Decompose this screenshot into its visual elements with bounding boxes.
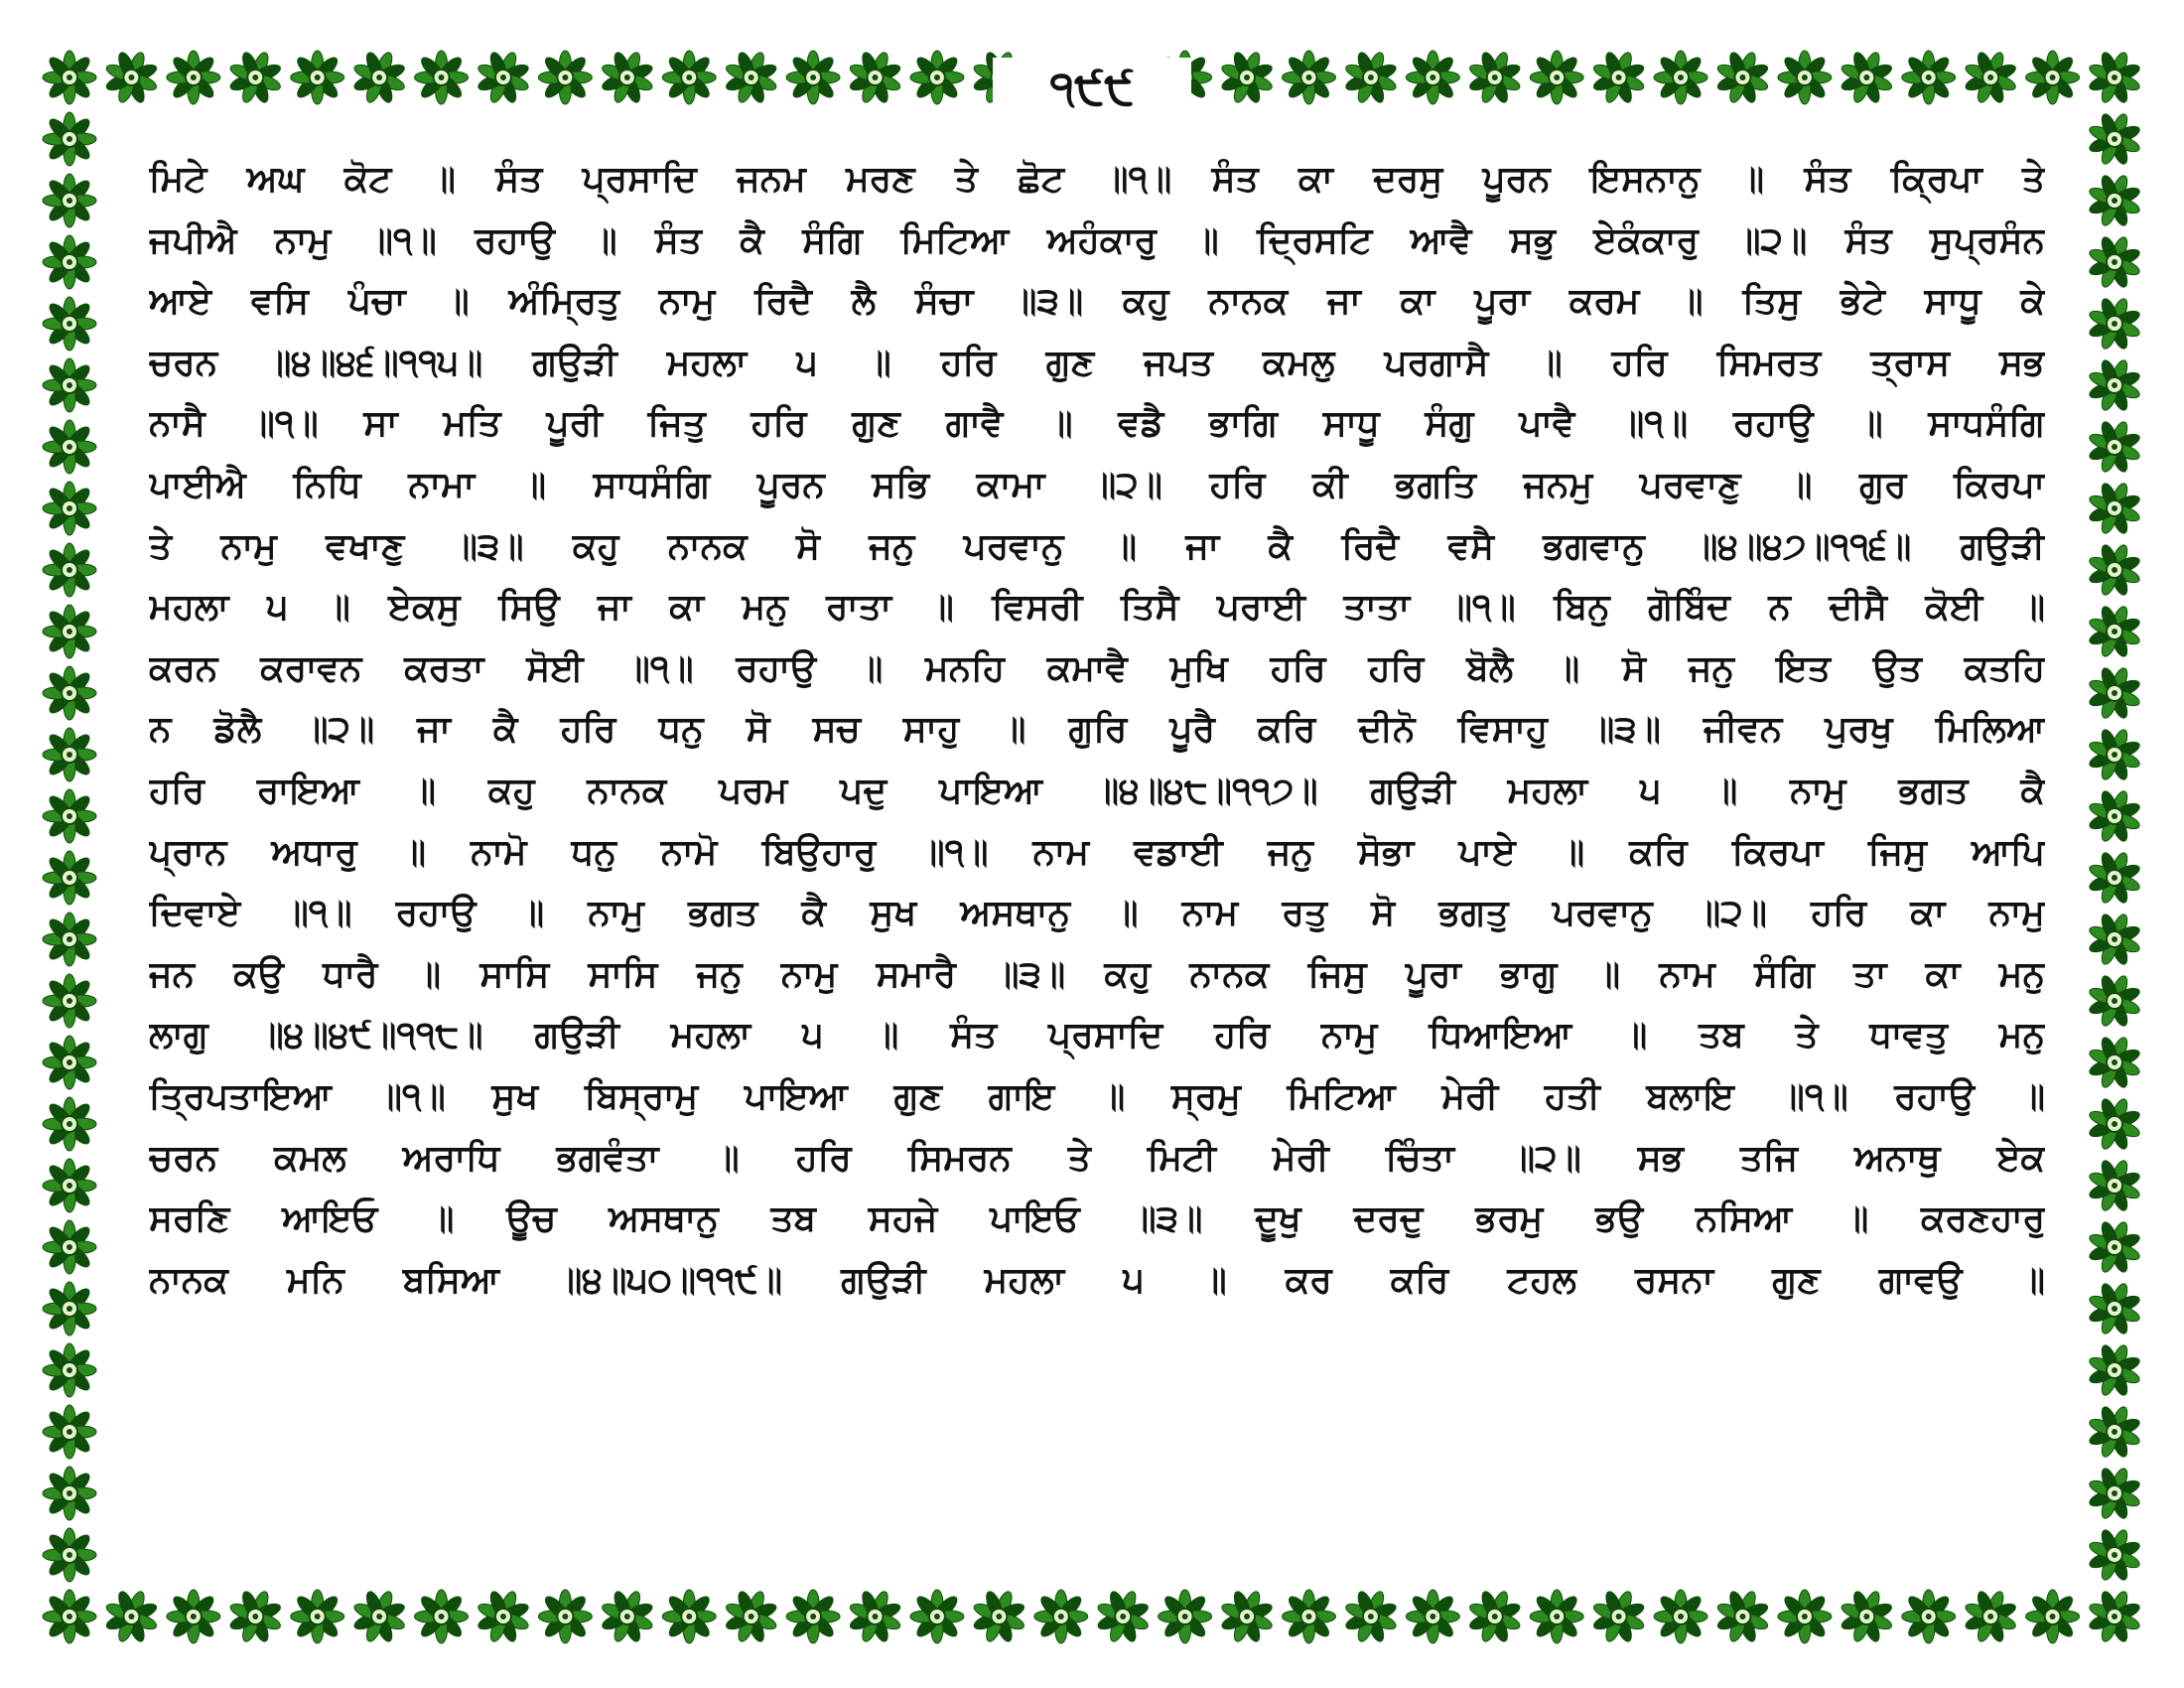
text-line-17: ਚਰਨ ਕਮਲ ਅਰਾਧਿ ਭਗਵੰਤਾ ॥ ਹਰਿ ਸਿਮਰਨ ਤੇ ਮਿਟੀ ਮੇਰੀ ਚਿੰਤਾ ॥੨॥ ਸਭ ਤਜਿ ਅਨਾਥੁ ਏਕ: [149, 1137, 2045, 1179]
flower-ornament-icon: [1034, 1590, 1088, 1643]
flower-ornament-icon: [43, 728, 96, 781]
flower-ornament-icon: [2088, 851, 2141, 905]
flower-ornament-icon: [2088, 974, 2141, 1028]
text-line-4: ਚਰਨ ॥੪॥੪੬॥੧੧੫॥ ਗਉੜੀ ਮਹਲਾ ੫ ॥ ਹਰਿ ਗੁਣ ਜਪਤ ਕਮਲੁ ਪਰਗਾਸੈ ॥ ਹਰਿ ਸਿਮਰਤ ਤ੍ਰਾਸ ਸਭ: [149, 342, 2045, 383]
text-line-9: ਕਰਨ ਕਰਾਵਨ ਕਰਤਾ ਸੋਈ ॥੧॥ ਰਹਾਉ ॥ ਮਨਹਿ ਕਮਾਵੈ ਮੁਖਿ ਹਰਿ ਹਰਿ ਬੋਲੈ ॥ ਸੋ ਜਨੁ ਇਤ ਉਤ ਕਤਹਿ: [149, 647, 2045, 689]
flower-ornament-icon: [104, 51, 158, 104]
flower-ornament-icon: [104, 1590, 158, 1643]
flower-ornament-icon: [2088, 174, 2141, 227]
flower-ornament-icon: [2026, 1590, 2080, 1643]
flower-ornament-icon: [2088, 728, 2141, 781]
flower-ornament-icon: [43, 1097, 96, 1151]
text-line-5: ਨਾਸੈ ॥੧॥ ਸਾ ਮਤਿ ਪੂਰੀ ਜਿਤੁ ਹਰਿ ਗੁਣ ਗਾਵੈ ॥ ਵਡੈ ਭਾਗਿ ਸਾਧੂ ਸੰਗੁ ਪਾਵੈ ॥੧॥ ਰਹਾਉ ॥ ਸਾਧਸੰਗਿ: [149, 403, 2045, 445]
flower-ornament-icon: [786, 51, 840, 104]
flower-ornament-icon: [1591, 51, 1645, 104]
flower-ornament-icon: [2088, 913, 2141, 966]
flower-ornament-icon: [43, 174, 96, 227]
flower-ornament-icon: [1282, 1590, 1335, 1643]
text-line-10: ਨ ਡੋਲੈ ॥੨॥ ਜਾ ਕੈ ਹਰਿ ਧਨੁ ਸੋ ਸਚ ਸਾਹੁ ॥ ਗੁਰਿ ਪੂਰੈ ਕਰਿ ਦੀਨੋ ਵਿਸਾਹੁ ॥੩॥ ਜੀਵਨ ਪੁਰਖੁ ਮਿਲਿਆ: [149, 709, 2045, 751]
text-line-6: ਪਾਈਐ ਨਿਧਿ ਨਾਮਾ ॥ ਸਾਧਸੰਗਿ ਪੂਰਨ ਸਭਿ ਕਾਮਾ ॥੨॥ ਹਰਿ ਕੀ ਭਗਤਿ ਜਨਮੁ ਪਰਵਾਣੁ ॥ ਗੁਰ ਕਿਰਪਾ: [149, 464, 2045, 505]
flower-ornament-icon: [1591, 1590, 1645, 1643]
flower-ornament-icon: [2088, 1590, 2141, 1643]
flower-ornament-icon: [1778, 51, 1832, 104]
flower-ornament-icon: [1530, 1590, 1583, 1643]
flower-ornament-icon: [724, 1590, 777, 1643]
flower-ornament-icon: [1715, 1590, 1769, 1643]
flower-ornament-icon: [43, 1036, 96, 1089]
text-line-15: ਲਾਗੁ ॥੪॥੪੯॥੧੧੮॥ ਗਉੜੀ ਮਹਲਾ ੫ ॥ ਸੰਤ ਪ੍ਰਸਾਦਿ ਹਰਿ ਨਾਮੁ ਧਿਆਇਆ ॥ ਤਬ ਤੇ ਧਾਵਤੁ ਮਨੁ: [149, 1015, 2045, 1056]
flower-ornament-icon: [43, 913, 96, 966]
flower-ornament-icon: [1840, 1590, 1893, 1643]
flower-ornament-icon: [43, 51, 96, 104]
flower-ornament-icon: [477, 51, 530, 104]
flower-ornament-icon: [43, 789, 96, 843]
flower-ornament-icon: [1840, 51, 1893, 104]
text-line-7: ਤੇ ਨਾਮੁ ਵਖਾਣੁ ॥੩॥ ਕਹੁ ਨਾਨਕ ਸੋ ਜਨੁ ਪਰਵਾਨੁ ॥ ਜਾ ਕੈ ਰਿਦੈ ਵਸੈ ਭਗਵਾਨੁ ॥੪॥੪੭॥੧੧੬॥ ਗਉੜੀ: [149, 525, 2045, 567]
text-line-12: ਪ੍ਰਾਨ ਅਧਾਰੁ ॥ ਨਾਮੋ ਧਨੁ ਨਾਮੋ ਬਿਉਹਾਰੁ ॥੧॥ ਨਾਮ ਵਡਾਈ ਜਨੁ ਸੋਭਾ ਪਾਏ ॥ ਕਰਿ ਕਿਰਪਾ ਜਿਸੁ ਆਪਿ: [149, 831, 2045, 873]
flower-ornament-icon: [538, 51, 592, 104]
flower-ornament-icon: [1406, 1590, 1459, 1643]
flower-ornament-icon: [291, 51, 344, 104]
flower-ornament-icon: [1406, 51, 1459, 104]
flower-ornament-icon: [43, 1405, 96, 1459]
text-line-1: ਮਿਟੇ ਅਘ ਕੋਟ ॥ ਸੰਤ ਪ੍ਰਸਾਦਿ ਜਨਮ ਮਰਣ ਤੇ ਛੋਟ ॥੧॥ ਸੰਤ ਕਾ ਦਰਸੁ ਪੂਰਨ ਇਸਨਾਨੁ ॥ ਸੰਤ ਕ੍ਰਿਪਾ ਤੇ: [149, 159, 2045, 200]
text-line-2: ਜਪੀਐ ਨਾਮੁ ॥੧॥ ਰਹਾਉ ॥ ਸੰਤ ਕੈ ਸੰਗਿ ਮਿਟਿਆ ਅਹੰਕਾਰੁ ॥ ਦ੍ਰਿਸਟਿ ਆਵੈ ਸਭੁ ਏਕੰਕਾਰੁ ॥੨॥ ਸੰਤ ਸੁਪ੍ਰਸੰਨ: [149, 219, 2045, 261]
flower-ornament-icon: [1344, 51, 1398, 104]
flower-ornament-icon: [848, 51, 901, 104]
flower-ornament-icon: [43, 1528, 96, 1582]
flower-ornament-icon: [228, 51, 282, 104]
flower-ornament-icon: [228, 1590, 282, 1643]
flower-ornament-icon: [1715, 51, 1769, 104]
flower-ornament-icon: [43, 666, 96, 720]
page-number: ੧੯੯: [993, 58, 1191, 117]
flower-ornament-icon: [43, 1343, 96, 1397]
text-line-11: ਹਰਿ ਰਾਇਆ ॥ ਕਹੁ ਨਾਨਕ ਪਰਮ ਪਦੁ ਪਾਇਆ ॥੪॥੪੮॥੧੧੭॥ ਗਉੜੀ ਮਹਲਾ ੫ ॥ ਨਾਮੁ ਭਗਤ ਕੈ: [149, 770, 2045, 811]
flower-ornament-icon: [848, 1590, 901, 1643]
flower-ornament-icon: [1902, 51, 1956, 104]
flower-ornament-icon: [2088, 235, 2141, 289]
text-line-19: ਨਾਨਕ ਮਨਿ ਬਸਿਆ ॥੪॥੫੦॥੧੧੯॥ ਗਉੜੀ ਮਹਲਾ ੫ ॥ ਕਰ ਕਰਿ ਟਹਲ ਰਸਨਾ ਗੁਣ ਗਾਵਉ ॥: [149, 1259, 2045, 1301]
flower-ornament-icon: [2088, 666, 2141, 720]
flower-ornament-icon: [538, 1590, 592, 1643]
flower-ornament-icon: [167, 1590, 220, 1643]
flower-ornament-icon: [2088, 1036, 2141, 1089]
flower-ornament-icon: [1159, 1590, 1212, 1643]
flower-ornament-icon: [2088, 297, 2141, 351]
flower-ornament-icon: [1778, 1590, 1832, 1643]
flower-ornament-icon: [2026, 51, 2080, 104]
flower-ornament-icon: [43, 1220, 96, 1274]
flower-ornament-icon: [2088, 543, 2141, 597]
flower-ornament-icon: [2088, 789, 2141, 843]
flower-ornament-icon: [352, 1590, 406, 1643]
flower-ornament-icon: [167, 51, 220, 104]
text-line-13: ਦਿਵਾਏ ॥੧॥ ਰਹਾਉ ॥ ਨਾਮੁ ਭਗਤ ਕੈ ਸੁਖ ਅਸਥਾਨੁ ॥ ਨਾਮ ਰਤੁ ਸੋ ਭਗਤੁ ਪਰਵਾਨੁ ॥੨॥ ਹਰਿ ਕਾ ਨਾਮੁ: [149, 893, 2045, 934]
flower-ornament-icon: [1654, 51, 1707, 104]
text-line-18: ਸਰਣਿ ਆਇਓ ॥ ਊਚ ਅਸਥਾਨੁ ਤਬ ਸਹਜੇ ਪਾਇਓ ॥੩॥ ਦੂਖੁ ਦਰਦੁ ਭਰਮੁ ਭਉ ਨਸਿਆ ॥ ਕਰਣਹਾਰੁ: [149, 1198, 2045, 1240]
flower-ornament-icon: [601, 1590, 654, 1643]
flower-ornament-icon: [910, 1590, 964, 1643]
text-line-3: ਆਏ ਵਸਿ ਪੰਚਾ ॥ ਅੰਮ੍ਰਿਤੁ ਨਾਮੁ ਰਿਦੈ ਲੈ ਸੰਚਾ ॥੩॥ ਕਹੁ ਨਾਨਕ ਜਾ ਕਾ ਪੂਰਾ ਕਰਮ ॥ ਤਿਸੁ ਭੇਟੇ ਸਾਧੂ ਕੇ: [149, 281, 2045, 323]
flower-ornament-icon: [1964, 1590, 2017, 1643]
flower-ornament-icon: [2088, 1467, 2141, 1520]
flower-ornament-icon: [786, 1590, 840, 1643]
flower-ornament-icon: [1902, 1590, 1956, 1643]
flower-ornament-icon: [43, 1590, 96, 1643]
flower-ornament-icon: [477, 1590, 530, 1643]
flower-ornament-icon: [2088, 1159, 2141, 1212]
flower-ornament-icon: [2088, 1528, 2141, 1582]
flower-ornament-icon: [2088, 358, 2141, 412]
flower-ornament-icon: [43, 482, 96, 535]
flower-ornament-icon: [2088, 1220, 2141, 1274]
flower-ornament-icon: [43, 358, 96, 412]
text-line-16: ਤ੍ਰਿਪਤਾਇਆ ॥੧॥ ਸੁਖ ਬਿਸ੍ਰਾਮੁ ਪਾਇਆ ਗੁਣ ਗਾਇ ॥ ਸ੍ਰਮੁ ਮਿਟਿਆ ਮੇਰੀ ਹਤੀ ਬਲਾਇ ॥੧॥ ਰਹਾਉ ॥: [149, 1075, 2045, 1117]
flower-ornament-icon: [1654, 1590, 1707, 1643]
flower-ornament-icon: [43, 1282, 96, 1336]
flower-ornament-icon: [1344, 1590, 1398, 1643]
flower-ornament-icon: [352, 51, 406, 104]
flower-ornament-icon: [1282, 51, 1335, 104]
flower-ornament-icon: [2088, 1282, 2141, 1336]
flower-ornament-icon: [1220, 51, 1274, 104]
text-line-8: ਮਹਲਾ ੫ ॥ ਏਕਸੁ ਸਿਉ ਜਾ ਕਾ ਮਨੁ ਰਾਤਾ ॥ ਵਿਸਰੀ ਤਿਸੈ ਪਰਾਈ ਤਾਤਾ ॥੧॥ ਬਿਨੁ ਗੋਬਿੰਦ ਨ ਦੀਸੈ ਕੋਈ ॥: [149, 587, 2045, 629]
flower-ornament-icon: [43, 297, 96, 351]
flower-ornament-icon: [1964, 51, 2017, 104]
flower-ornament-icon: [2088, 112, 2141, 166]
flower-ornament-icon: [43, 235, 96, 289]
flower-ornament-icon: [415, 1590, 469, 1643]
flower-ornament-icon: [662, 1590, 716, 1643]
flower-ornament-icon: [43, 1467, 96, 1520]
flower-ornament-icon: [2088, 1405, 2141, 1459]
flower-ornament-icon: [2088, 1343, 2141, 1397]
flower-ornament-icon: [662, 51, 716, 104]
flower-ornament-icon: [2088, 482, 2141, 535]
flower-ornament-icon: [1220, 1590, 1274, 1643]
flower-ornament-icon: [43, 543, 96, 597]
flower-ornament-icon: [43, 112, 96, 166]
flower-ornament-icon: [1096, 1590, 1150, 1643]
flower-ornament-icon: [2088, 1097, 2141, 1151]
flower-ornament-icon: [2088, 51, 2141, 104]
flower-ornament-icon: [1468, 51, 1522, 104]
flower-ornament-icon: [601, 51, 654, 104]
flower-ornament-icon: [2088, 605, 2141, 658]
flower-ornament-icon: [43, 851, 96, 905]
flower-ornament-icon: [972, 1590, 1025, 1643]
flower-ornament-icon: [415, 51, 469, 104]
flower-ornament-icon: [910, 51, 964, 104]
flower-ornament-icon: [43, 974, 96, 1028]
flower-ornament-icon: [43, 1159, 96, 1212]
flower-ornament-icon: [291, 1590, 344, 1643]
text-line-14: ਜਨ ਕਉ ਧਾਰੈ ॥ ਸਾਸਿ ਸਾਸਿ ਜਨੁ ਨਾਮੁ ਸਮਾਰੈ ॥੩॥ ਕਹੁ ਨਾਨਕ ਜਿਸੁ ਪੂਰਾ ਭਾਗੁ ॥ ਨਾਮ ਸੰਗਿ ਤਾ ਕਾ ਮਨੁ: [149, 953, 2045, 995]
flower-ornament-icon: [2088, 420, 2141, 474]
flower-ornament-icon: [1468, 1590, 1522, 1643]
flower-ornament-icon: [1530, 51, 1583, 104]
flower-ornament-icon: [43, 605, 96, 658]
scripture-text: [149, 149, 2045, 1311]
flower-ornament-icon: [724, 51, 777, 104]
flower-ornament-icon: [43, 420, 96, 474]
